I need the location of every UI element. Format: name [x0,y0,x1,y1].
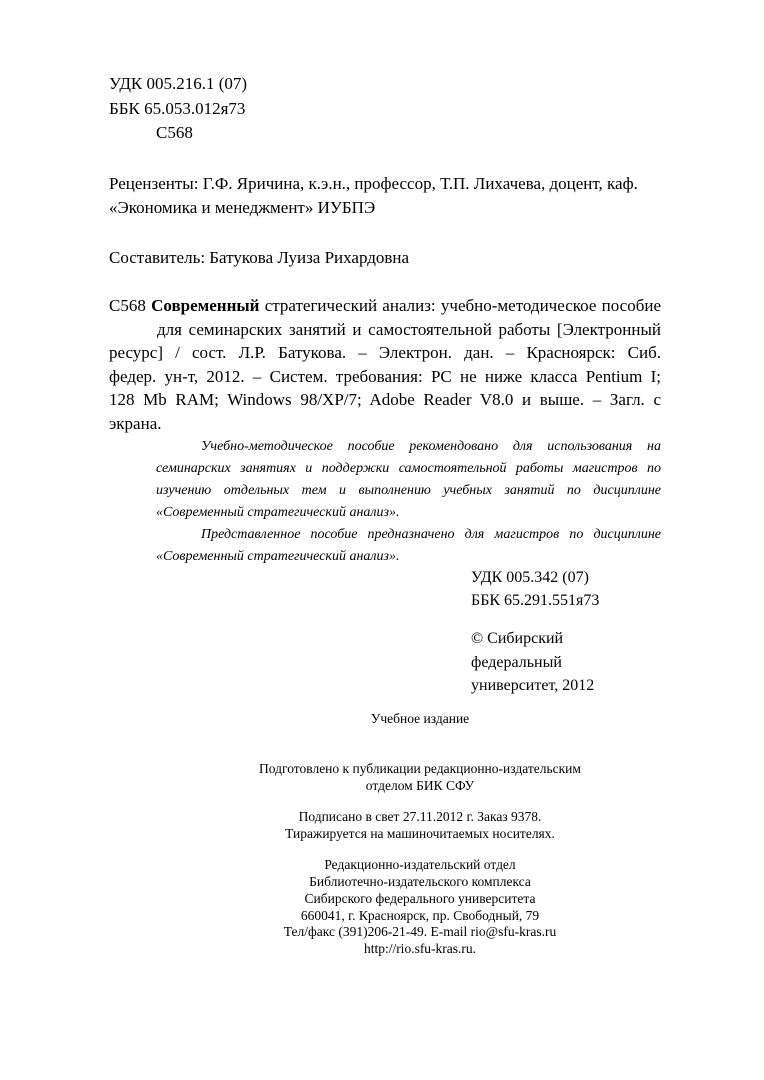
copies-line: Тиражируется на машиночитаемых носителях. [285,826,555,841]
dept-line-3: Сибирского федерального университета [304,891,536,906]
bbk-classification: ББК 65.291.551я73 [471,592,600,609]
annotation-line-1: Учебно-методическое пособие рекомендовано для использования на [201,439,661,454]
bib-code: С568 [109,296,146,315]
dept-line-1: Редакционно-издательский отдел [324,857,516,872]
annotation-line-5: Представленное пособие предназначено для магистров по дисциплине [201,527,661,542]
prepared-line-1: Подготовлено к публикации редакционно-издательским [259,761,581,776]
address-line: 660041, г. Красноярск, пр. Свободный, 79 [300,908,540,923]
annotation-line-3: изучению отдельных тем и выполнению учебных занятий по дисциплине [156,483,661,498]
bbk-code: ББК 65.053.012я73 [109,99,246,118]
udk-classification: УДК 005.342 (07) [471,569,589,586]
copyright-line-3: университет, 2012 [471,677,595,694]
website-link[interactable]: http://rio.sfu-kras.ru. [363,941,477,956]
bib-title-bold: Современный [151,296,260,315]
bib-line-1-rest: стратегический анализ: учебно-методическое пособие [259,296,661,315]
bibliographic-entry [109,294,661,435]
bib-line-1 [109,294,661,318]
compiler-line: Составитель: Батукова Луиза Рихардовна [109,248,410,267]
bib-line-5: 128 Mb RAM; Windows 98/XP/7; Adobe Reader V8.0 и выше. – Загл. с [109,390,661,409]
copyright-line-2: федеральный [471,654,562,671]
udk-code: УДК 005.216.1 (07) [109,74,248,93]
annotation [156,436,661,568]
dept-line-2: Библиотечно-издательского комплекса [309,874,531,889]
annotation-line-2: семинарских занятиях и поддержки самостоятельной работы магистров по [156,461,661,476]
contacts-line: Тел/факс (391)206-21-49. E-mail rio@sfu-kras.ru [283,924,557,939]
annotation-line-6: «Современный стратегический анализ». [156,549,400,564]
annotation-line-4: «Современный стратегический анализ». [156,505,400,520]
author-code: С568 [156,123,193,142]
bib-line-3: ресурс] / сост. Л.Р. Батукова. – Электрон. дан. – Красноярск: Сиб. [109,343,661,362]
bib-line-2: для семинарских занятий и самостоятельной работы [Электронный [157,319,661,339]
bib-line-6: экрана. [109,413,162,433]
signed-line: Подписано в свет 27.11.2012 г. Заказ 9378. [298,809,542,824]
reviewers-line-2: «Экономика и менеджмент» ИУБПЭ [109,198,376,217]
reviewers-line-1: Рецензенты: Г.Ф. Яричина, к.э.н., профессор, Т.П. Лихачева, доцент, каф. [109,174,638,193]
prepared-line-2: отделом БИК СФУ [365,778,475,793]
edition-type: Учебное издание [370,711,470,726]
copyright-line-1: © Сибирский [471,630,564,647]
bib-line-4: федер. ун-т, 2012. – Систем. требования: PC не ниже класса Pentium I; [109,366,661,386]
